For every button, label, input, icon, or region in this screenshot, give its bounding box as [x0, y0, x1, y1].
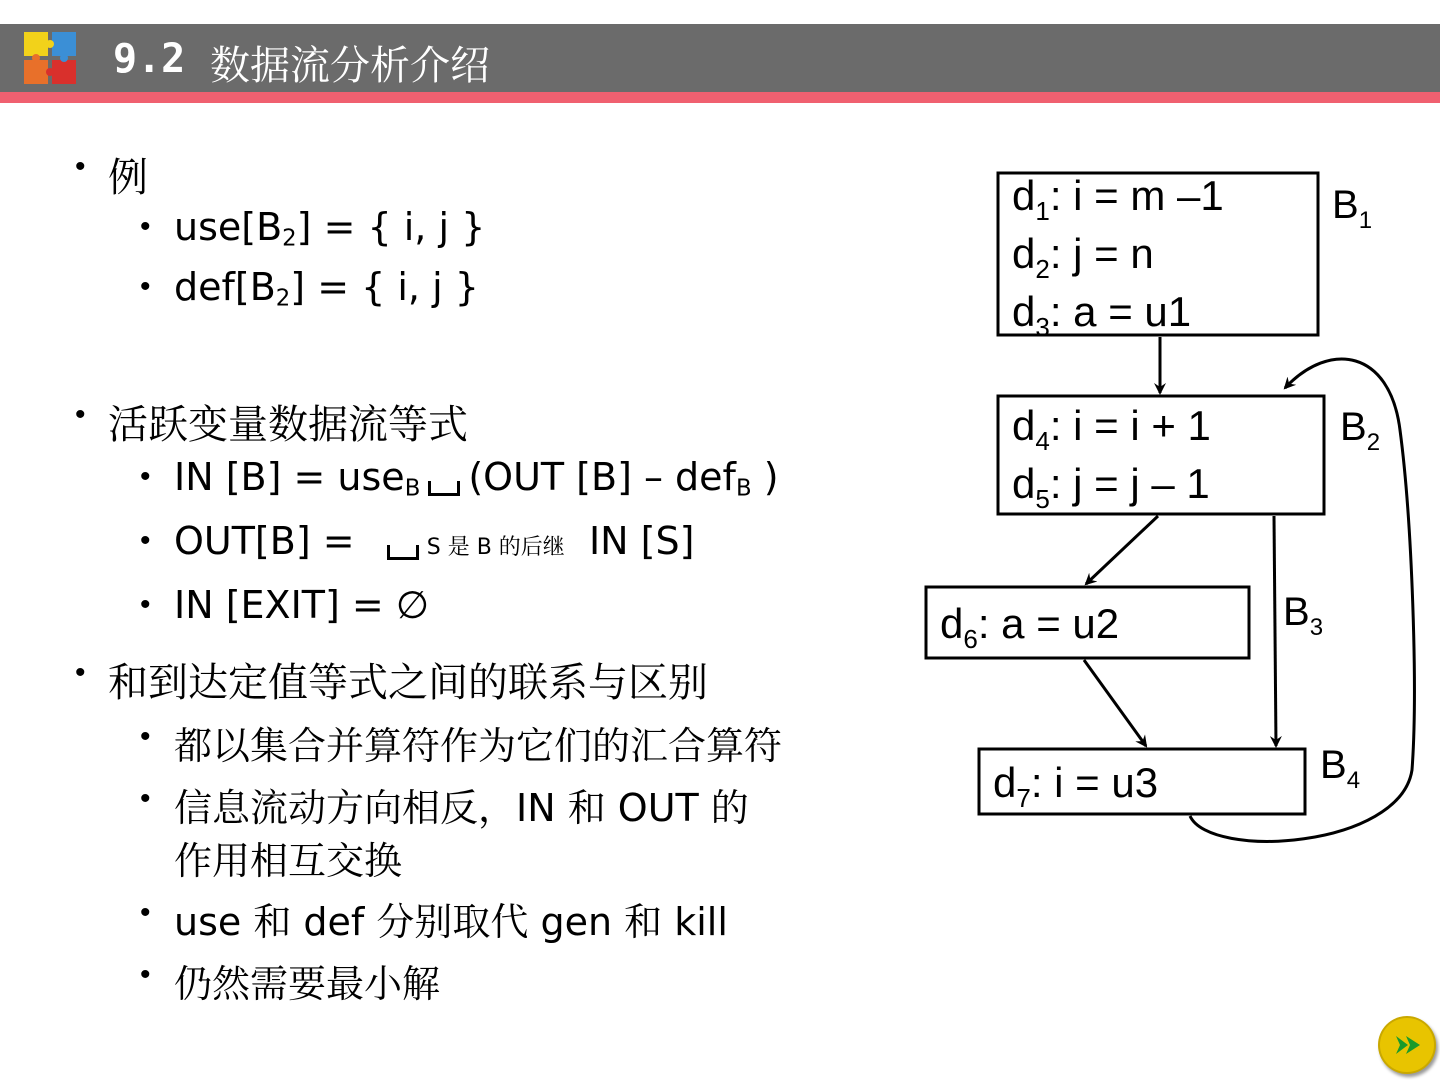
use-b2-line: $use[B_2]$ = { i, j }	[174, 205, 486, 252]
label-b1: $B_1$	[1332, 183, 1373, 234]
in-exit-equation: IN [EXIT] = ∅	[174, 583, 429, 627]
bullet-dot-icon: •	[140, 270, 151, 303]
flow-graph	[900, 150, 1440, 870]
edge-b2-b4	[1274, 516, 1276, 746]
bullet-dot-icon: •	[140, 210, 151, 243]
comparison-item-continued: 作用相互交换	[174, 839, 403, 883]
bullet-dot-icon: •	[75, 398, 86, 431]
header-accent-stripe	[0, 92, 1440, 103]
bullet-dot-icon: •	[140, 782, 151, 815]
b1-line: $d_3$: a = u1	[1012, 288, 1192, 342]
bullet-dot-icon: •	[140, 896, 151, 929]
edge-b3-b4	[1084, 660, 1146, 746]
label-b3: $B_3$	[1283, 590, 1324, 641]
in-equation: IN [B] = use$_B$ (OUT [B] – def$_B$ )	[174, 455, 779, 502]
b1-line: $d_2$: j = n	[1012, 230, 1154, 284]
comparison-item: use 和 def 分别取代 gen 和 kill	[174, 900, 728, 944]
bullet-live-variables: 活跃变量数据流等式	[108, 402, 468, 448]
def-b2-line: $def[B_2]$ = { i, j }	[174, 265, 479, 312]
union-icon	[387, 545, 419, 560]
comparison-item: 都以集合并算符作为它们的汇合算符	[174, 724, 783, 768]
bullet-dot-icon: •	[75, 656, 86, 689]
out-equation: OUT[B] = S 是 B 的后继 IN [S]	[174, 519, 695, 563]
comparison-item: 仍然需要最小解	[174, 962, 441, 1006]
bullet-dot-icon: •	[140, 958, 151, 991]
page-title: 数据流分析介绍	[210, 43, 490, 89]
comparison-item: 信息流动方向相反，IN 和 OUT 的	[174, 786, 749, 830]
union-icon	[428, 481, 460, 496]
bullet-dot-icon: •	[75, 150, 86, 183]
b2-line: $d_4$: i = i + 1	[1012, 402, 1211, 456]
bullet-dot-icon: •	[140, 460, 151, 493]
bullet-dot-icon: •	[140, 524, 151, 557]
bullet-example: 例	[108, 155, 148, 201]
arrow-right-icon	[1378, 1016, 1436, 1074]
edge-b2-b3	[1086, 516, 1158, 584]
bullet-dot-icon: •	[140, 588, 151, 621]
bullet-comparison: 和到达定值等式之间的联系与区别	[108, 660, 708, 706]
section-number: 9.2	[113, 36, 186, 82]
label-b2: $B_2$	[1340, 405, 1381, 456]
puzzle-logo-icon	[22, 30, 78, 86]
b3-line: $d_6$: a = u2	[940, 600, 1120, 654]
label-b4: $B_4$	[1320, 743, 1361, 794]
next-slide-button[interactable]	[1378, 1016, 1436, 1074]
b2-line: $d_5$: j = j – 1	[1012, 460, 1210, 514]
bullet-dot-icon: •	[140, 720, 151, 753]
b1-line: $d_1$: i = m –1	[1012, 172, 1224, 226]
b4-line: $d_7$: i = u3	[993, 759, 1159, 813]
